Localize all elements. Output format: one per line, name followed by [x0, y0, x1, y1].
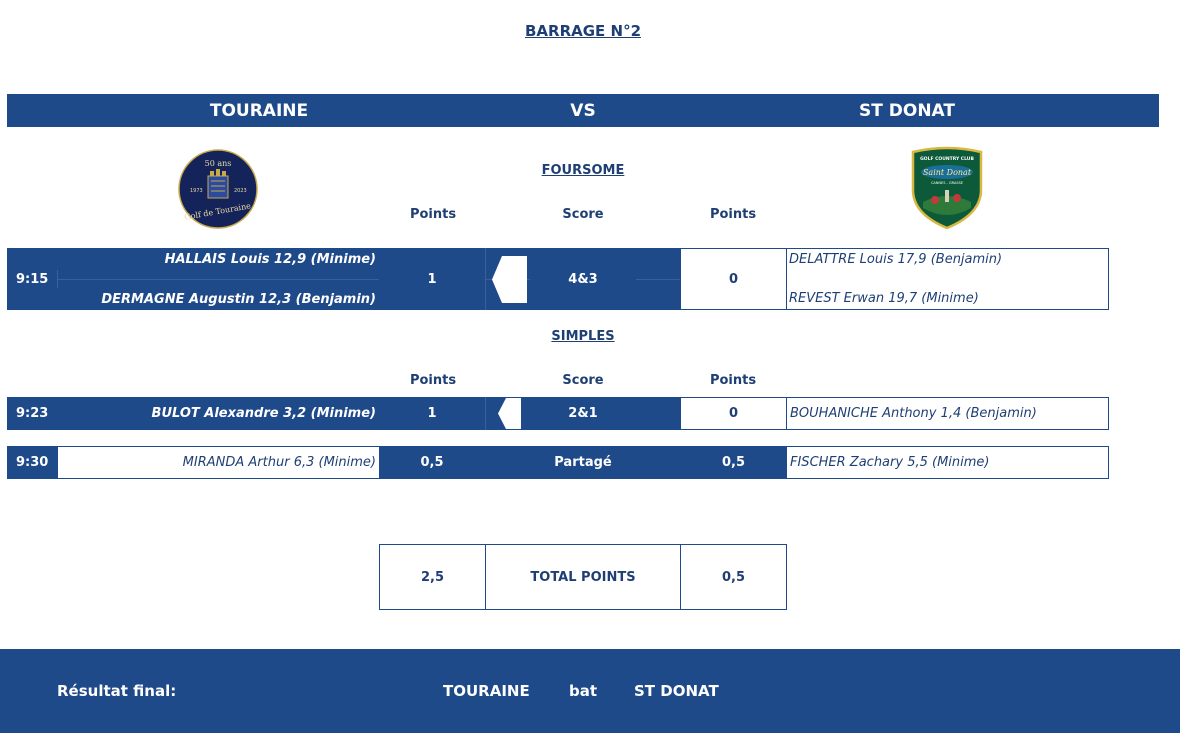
- simple-2-right-player: FISCHER Zachary 5,5 (Minime): [786, 446, 1109, 479]
- simple-1-time: 9:23: [7, 397, 57, 430]
- logo-left-name: Golf de Touraine: [183, 201, 252, 222]
- winner-arrow-left-icon: [492, 256, 528, 303]
- page-title: BARRAGE N°2: [524, 22, 642, 40]
- total-points-right: 0,5: [680, 544, 787, 610]
- simples-section-label: SIMPLES: [551, 329, 615, 344]
- golf-de-touraine-logo: [177, 148, 259, 230]
- foursome-score: 4&3: [530, 248, 636, 310]
- simple-2-left-player: MIRANDA Arthur 6,3 (Minime): [57, 446, 380, 479]
- simple-1-left-player: BULOT Alexandre 3,2 (Minime): [57, 397, 379, 430]
- final-result-winner: TOURAINE: [443, 682, 530, 700]
- foursome-score-header: Score: [562, 207, 604, 222]
- winner-arrow-left-icon: [498, 398, 522, 429]
- foursome-section-label: FOURSOME: [541, 163, 625, 178]
- simple-2-score: Partagé: [530, 446, 636, 479]
- simple-2-time: 9:30: [7, 446, 58, 479]
- total-points-label: TOTAL POINTS: [485, 544, 681, 610]
- total-points-left: 2,5: [379, 544, 486, 610]
- simples-points-right-header: Points: [709, 373, 757, 388]
- match-header-bar: [7, 94, 1159, 127]
- team-left-name: TOURAINE: [209, 101, 309, 121]
- final-result-loser: ST DONAT: [634, 682, 719, 700]
- logo-left-year-start: 1973: [190, 188, 203, 194]
- foursome-right-player-1: DELATTRE Louis 17,9 (Benjamin): [787, 249, 1107, 270]
- final-result-label: Résultat final:: [57, 682, 177, 700]
- vs-label: VS: [570, 101, 596, 121]
- simple-2-points-right: 0,5: [680, 446, 787, 479]
- foursome-right-player-2: REVEST Erwan 19,7 (Minime): [787, 288, 1107, 309]
- golf-saint-donat-logo: [909, 146, 985, 230]
- foursome-points-left: 1: [379, 248, 485, 310]
- simple-1-points-left: 1: [379, 397, 485, 430]
- logo-left-year-end: 2023: [234, 188, 247, 194]
- foursome-left-player-1: HALLAIS Louis 12,9 (Minime): [57, 248, 379, 270]
- simples-score-header: Score: [562, 373, 604, 388]
- simples-points-left-header: Points: [409, 373, 457, 388]
- foursome-points-right-header: Points: [709, 207, 757, 222]
- logo-right-name: Saint Donat: [922, 168, 972, 177]
- simple-2-points-left: 0,5: [379, 446, 485, 479]
- logo-right-top: GOLF COUNTRY CLUB: [920, 157, 974, 162]
- foursome-left-player-2: DERMAGNE Augustin 12,3 (Benjamin): [57, 288, 379, 310]
- simple-1-score: 2&1: [530, 397, 636, 430]
- foursome-time: 9:15: [7, 248, 57, 310]
- simple-1-right-player: BOUHANICHE Anthony 1,4 (Benjamin): [786, 397, 1109, 430]
- simple-1-points-right: 0: [680, 397, 787, 430]
- logo-left-line1: 50 ans: [204, 159, 232, 168]
- foursome-points-right: 0: [680, 248, 787, 310]
- team-right-name: ST DONAT: [859, 101, 955, 121]
- foursome-points-left-header: Points: [409, 207, 457, 222]
- final-result-verb: bat: [569, 682, 598, 700]
- logo-right-sub: CANNES - GRASSE: [930, 181, 964, 185]
- final-result-bar: [0, 649, 1180, 733]
